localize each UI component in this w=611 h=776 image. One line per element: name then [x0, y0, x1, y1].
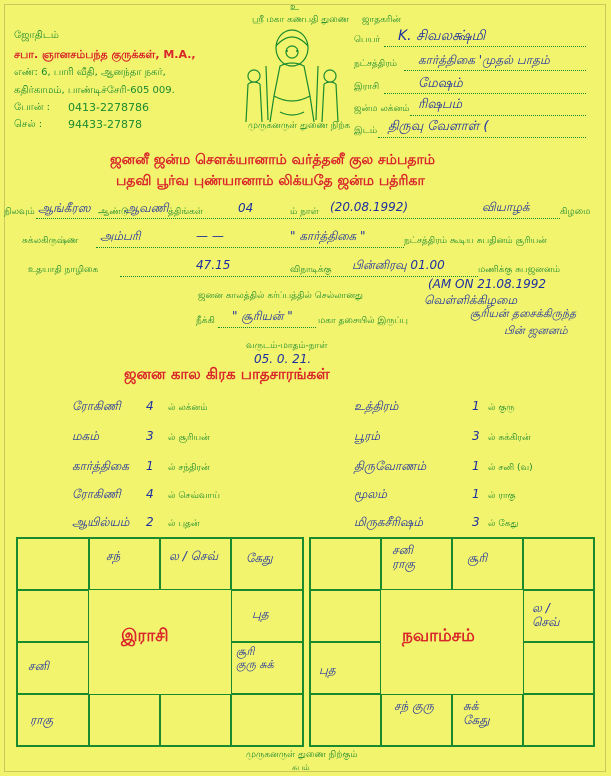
birth-l1-c: த்திங்கள்	[168, 207, 203, 217]
birth-month: ஆவணி	[124, 201, 169, 215]
star-value: கார்த்திகை 'முதல் பாதம்	[418, 53, 550, 67]
rasi-label: இராசி	[354, 82, 380, 92]
planet-row: திருவோணம் 1 ல் சனி (வ)	[354, 459, 533, 473]
birth-dash: — —	[196, 229, 224, 243]
navamsa-house-r0c1: சனி ராகு	[381, 538, 452, 590]
planet-row: பூரம் 3 ல் சுக்கிரன்	[354, 429, 531, 443]
planet-row: உத்திரம் 1 ல் குரு	[354, 399, 515, 413]
rasi-house-r3c1	[89, 694, 160, 746]
navamsa-house-r3c0	[310, 694, 381, 746]
birth-l1-a: நிலவும்	[4, 207, 35, 217]
rasi-chart-title: இராசி	[121, 626, 169, 646]
navamsa-house-r1c0	[310, 590, 381, 642]
place-value: திருவு வேளாள் (	[388, 119, 489, 134]
birth-dasa: " சூரியன் "	[232, 309, 293, 323]
astrologer-name: சபா. ஞானசம்பந்த குருக்கள், M.A.,	[14, 48, 196, 61]
place-label: இடம்	[354, 126, 378, 136]
lagna-value: ரிஷபம்	[418, 97, 463, 112]
birth-nazhigai: 47.15	[196, 258, 231, 272]
birth-l1-e: கிழமை	[560, 207, 591, 217]
birth-year: ஆங்கீரஸ	[38, 201, 91, 215]
rasi-house-r1c0	[17, 590, 89, 642]
birth-l1-d: ம் நாள்	[290, 207, 319, 217]
birth-star: " கார்த்திகை "	[290, 229, 366, 243]
navamsa-house-r0c3	[523, 538, 594, 590]
navamsa-chart	[309, 537, 595, 747]
rasi-chart	[16, 537, 304, 747]
rasi-house-r3c0: ராகு	[17, 694, 89, 746]
birth-note-friday: வெள்ளிக்கிழமை	[424, 293, 518, 307]
birth-l6-a: வருடம்-மாதம்-நாள்	[246, 341, 328, 351]
rasi-house-r0c2: ல / செவ்	[160, 538, 231, 590]
birth-paksha: அம்பரி	[100, 229, 141, 243]
navamsa-house-r2c0: புத	[310, 642, 381, 694]
planet-row: ரோகிணி 4 ல் செவ்வாய்	[72, 487, 220, 501]
astrologer-label: ஜோதிடம்	[14, 30, 59, 41]
rasi-house-r0c0	[17, 538, 89, 590]
navamsa-house-r0c2: சூரி	[452, 538, 523, 590]
planets-title: ஜனன கால கிரக பாதசாரங்கள்	[124, 365, 330, 383]
rasi-house-r3c3	[231, 694, 303, 746]
rasi-house-r2c0: சனி	[17, 642, 89, 694]
navamsa-house-r3c3	[523, 694, 594, 746]
name-value: K. சிவலக்ஷ்மி	[398, 28, 486, 44]
birth-l1-b: ஆண்டு	[98, 207, 129, 217]
rasi-house-r2c3: சூரி குரு சுக்	[231, 642, 303, 694]
rasi-house-r0c1: சந்	[89, 538, 160, 590]
birth-l5-a: நீக்கி	[196, 316, 215, 326]
star-label: நட்சத்திரம்	[354, 59, 398, 69]
planet-row: மகம் 3 ல் சூரியன்	[72, 429, 210, 443]
birth-day: 04	[238, 201, 254, 215]
birth-l3-a: உதயாதி நாழிகை	[28, 265, 99, 275]
invocation: ஸ்ரீ மகா கணபதி துணை	[252, 15, 350, 25]
deity-caption: முருகனருள் துணை நிற்க	[248, 121, 351, 131]
navamsa-house-r0c0	[310, 538, 381, 590]
cell-label: செல் :	[14, 119, 43, 130]
navamsa-house-r1c3: ல / செவ்	[523, 590, 594, 642]
deity-illustration-icon	[240, 26, 344, 126]
birth-note-am: (AM ON 21.08.1992	[428, 277, 547, 291]
birth-l2-a: சுக்லகிருஷ்ண	[22, 236, 79, 246]
rasi-house-r1c3: புத	[231, 590, 303, 642]
birth-time: பின்னிரவு 01.00	[352, 258, 445, 272]
address-line1: எண்: 6, பாரி வீதி, ஆனந்தா நகர்,	[14, 67, 166, 78]
native-title: ஜாதகரின்	[362, 15, 402, 25]
address-line2: கதிர்காமம், பாண்டிச்சேரி-605 009.	[14, 85, 175, 96]
birth-weekday: வியாழக்	[482, 200, 530, 214]
lagna-label: ஜன்ம லக்னம்	[354, 104, 410, 114]
banner-line2: பதவி பூர்வ புண்யானாம் லிக்யதே ஜன்ம பத்ரிகா	[116, 173, 425, 189]
planet-row: மூலம் 1 ல் ராகு	[354, 487, 516, 501]
cell-value: 94433-27878	[68, 118, 142, 131]
mark-u: உ	[290, 2, 300, 13]
rasi-house-r0c3: கேது	[231, 538, 303, 590]
planet-row: கார்த்திகை 1 ல் சந்திரன்	[72, 459, 210, 473]
birth-l3-c: மணிக்கு சுபஜனனம்	[478, 265, 560, 275]
birth-l4-a: ஜனன காலத்தில் கர்ப்பத்தில் செல்லானது	[198, 291, 363, 301]
planet-row: ரோகிணி 4 ல் லக்னம்	[72, 399, 208, 413]
name-label: பெயர்	[354, 35, 381, 45]
footer-line2: சுபம்	[292, 763, 310, 772]
navamsa-house-r3c1: சந் குரு	[381, 694, 452, 746]
planet-row: ஆயில்யம் 2 ல் புதன்	[72, 515, 200, 529]
navamsa-chart-title: நவாம்சம்	[402, 626, 475, 646]
birth-note-sun2: பின் ஜனனம்	[504, 324, 568, 337]
phone-value: 0413-2278786	[68, 101, 149, 114]
birth-l2-b: நட்சத்திரம் கூடிய சுபதினம் சூரியன்	[404, 236, 547, 246]
phone-label: போன் :	[14, 102, 51, 113]
navamsa-house-r2c3	[523, 642, 594, 694]
rasi-house-r3c2	[160, 694, 231, 746]
planet-row: மிருகசீரிஷம் 3 ல் கேது	[354, 515, 519, 529]
rasi-value: மேஷம்	[418, 76, 463, 91]
banner-line1: ஜனனீ ஜன்ம சௌக்யானாம் வர்த்தனீ குல சம்பதாம்	[110, 152, 436, 168]
footer-line1: முருகனருள் துணை நிற்கும்	[246, 750, 358, 760]
birth-note-sun: சூரியன் தசைக்கிருந்த	[470, 307, 577, 320]
birth-balance: 05. 0. 21.	[254, 352, 312, 366]
birth-date: (20.08.1992)	[330, 200, 409, 214]
navamsa-house-r3c2: சுக் கேது	[452, 694, 523, 746]
birth-l5-b: மகா தசையில் இருப்பு	[318, 316, 408, 326]
birth-l3-b: விநாடிக்கு	[290, 265, 332, 275]
